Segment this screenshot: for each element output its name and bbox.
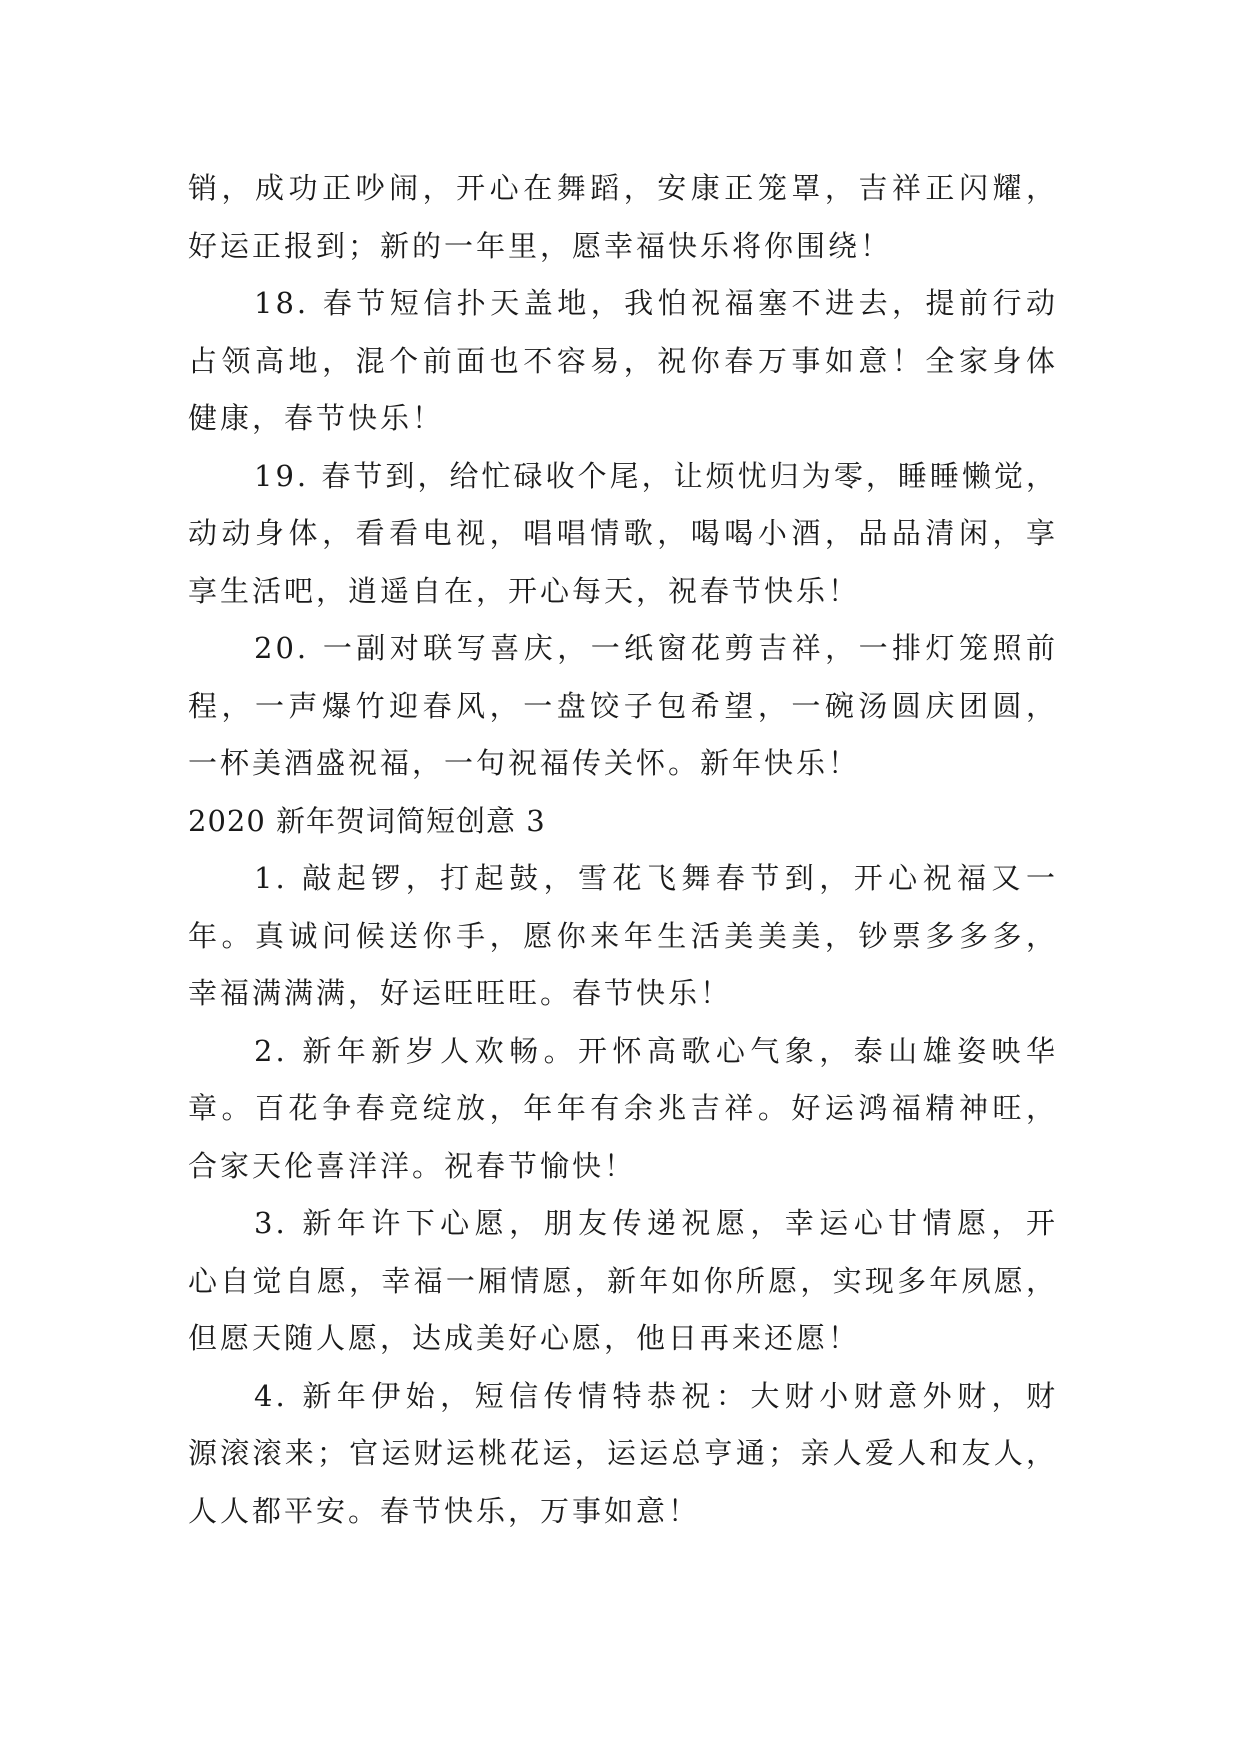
text-line: 心自觉自愿，幸福一厢情愿，新年如你所愿，实现多年夙愿，: [188, 1263, 1058, 1298]
list-item-18-start: 18. 春节短信扑天盖地，我怕祝福塞不进去，提前行动: [254, 286, 1058, 320]
list-item-19-start: 19. 春节到，给忙碌收个尾，让烦忧归为零，睡睡懒觉，: [254, 458, 1058, 493]
list-item-3-start: 3. 新年许下心愿，朋友传递祝愿，幸运心甘情愿，开: [254, 1206, 1058, 1240]
text-line: 源滚滚来；官运财运桃花运，运运总亨通；亲人爱人和友人，: [188, 1436, 1058, 1470]
text-line: 健康，春节快乐！: [188, 401, 445, 435]
text-line: 享生活吧，逍遥自在，开心每天，祝春节快乐！: [188, 573, 861, 608]
text-line: 人人都平安。春节快乐，万事如意！: [188, 1493, 701, 1528]
list-item-4-start: 4. 新年伊始，短信传情特恭祝：大财小财意外财，财: [254, 1378, 1058, 1413]
text-line: 销，成功正吵闹，开心在舞蹈，安康正笼罩，吉祥正闪耀，: [188, 171, 1058, 205]
text-line: 幸福满满满，好运旺旺旺。春节快乐！: [188, 976, 733, 1010]
list-item-1-start: 1. 敲起锣，打起鼓，雪花飞舞春节到，开心祝福又一: [254, 861, 1058, 895]
text-line: 好运正报到；新的一年里，愿幸福快乐将你围绕！: [188, 228, 893, 263]
section-heading: 2020 新年贺词简短创意 3: [188, 803, 546, 838]
text-line: 一杯美酒盛祝福，一句祝福传关怀。新年快乐！: [188, 746, 861, 780]
text-line: 章。百花争春竞绽放，年年有余兆吉祥。好运鸿福精神旺，: [188, 1091, 1058, 1125]
text-line: 但愿天随人愿，达成美好心愿，他日再来还愿！: [188, 1321, 861, 1355]
text-line: 程，一声爆竹迎春风，一盘饺子包希望，一碗汤圆庆团圆，: [188, 688, 1058, 723]
text-line: 年。真诚问候送你手，愿你来年生活美美美，钞票多多多，: [188, 918, 1058, 953]
text-line: 合家天伦喜洋洋。祝春节愉快！: [188, 1148, 637, 1183]
document-body: [188, 160, 1058, 1540]
list-item-20-start: 20. 一副对联写喜庆，一纸窗花剪吉祥，一排灯笼照前: [254, 631, 1058, 665]
text-line: 动动身体，看看电视，唱唱情歌，喝喝小酒，品品清闲，享: [188, 516, 1058, 550]
text-line: 占领高地，混个前面也不容易，祝你春万事如意！全家身体: [188, 343, 1058, 378]
list-item-2-start: 2. 新年新岁人欢畅。开怀高歌心气象，泰山雄姿映华: [254, 1033, 1058, 1068]
